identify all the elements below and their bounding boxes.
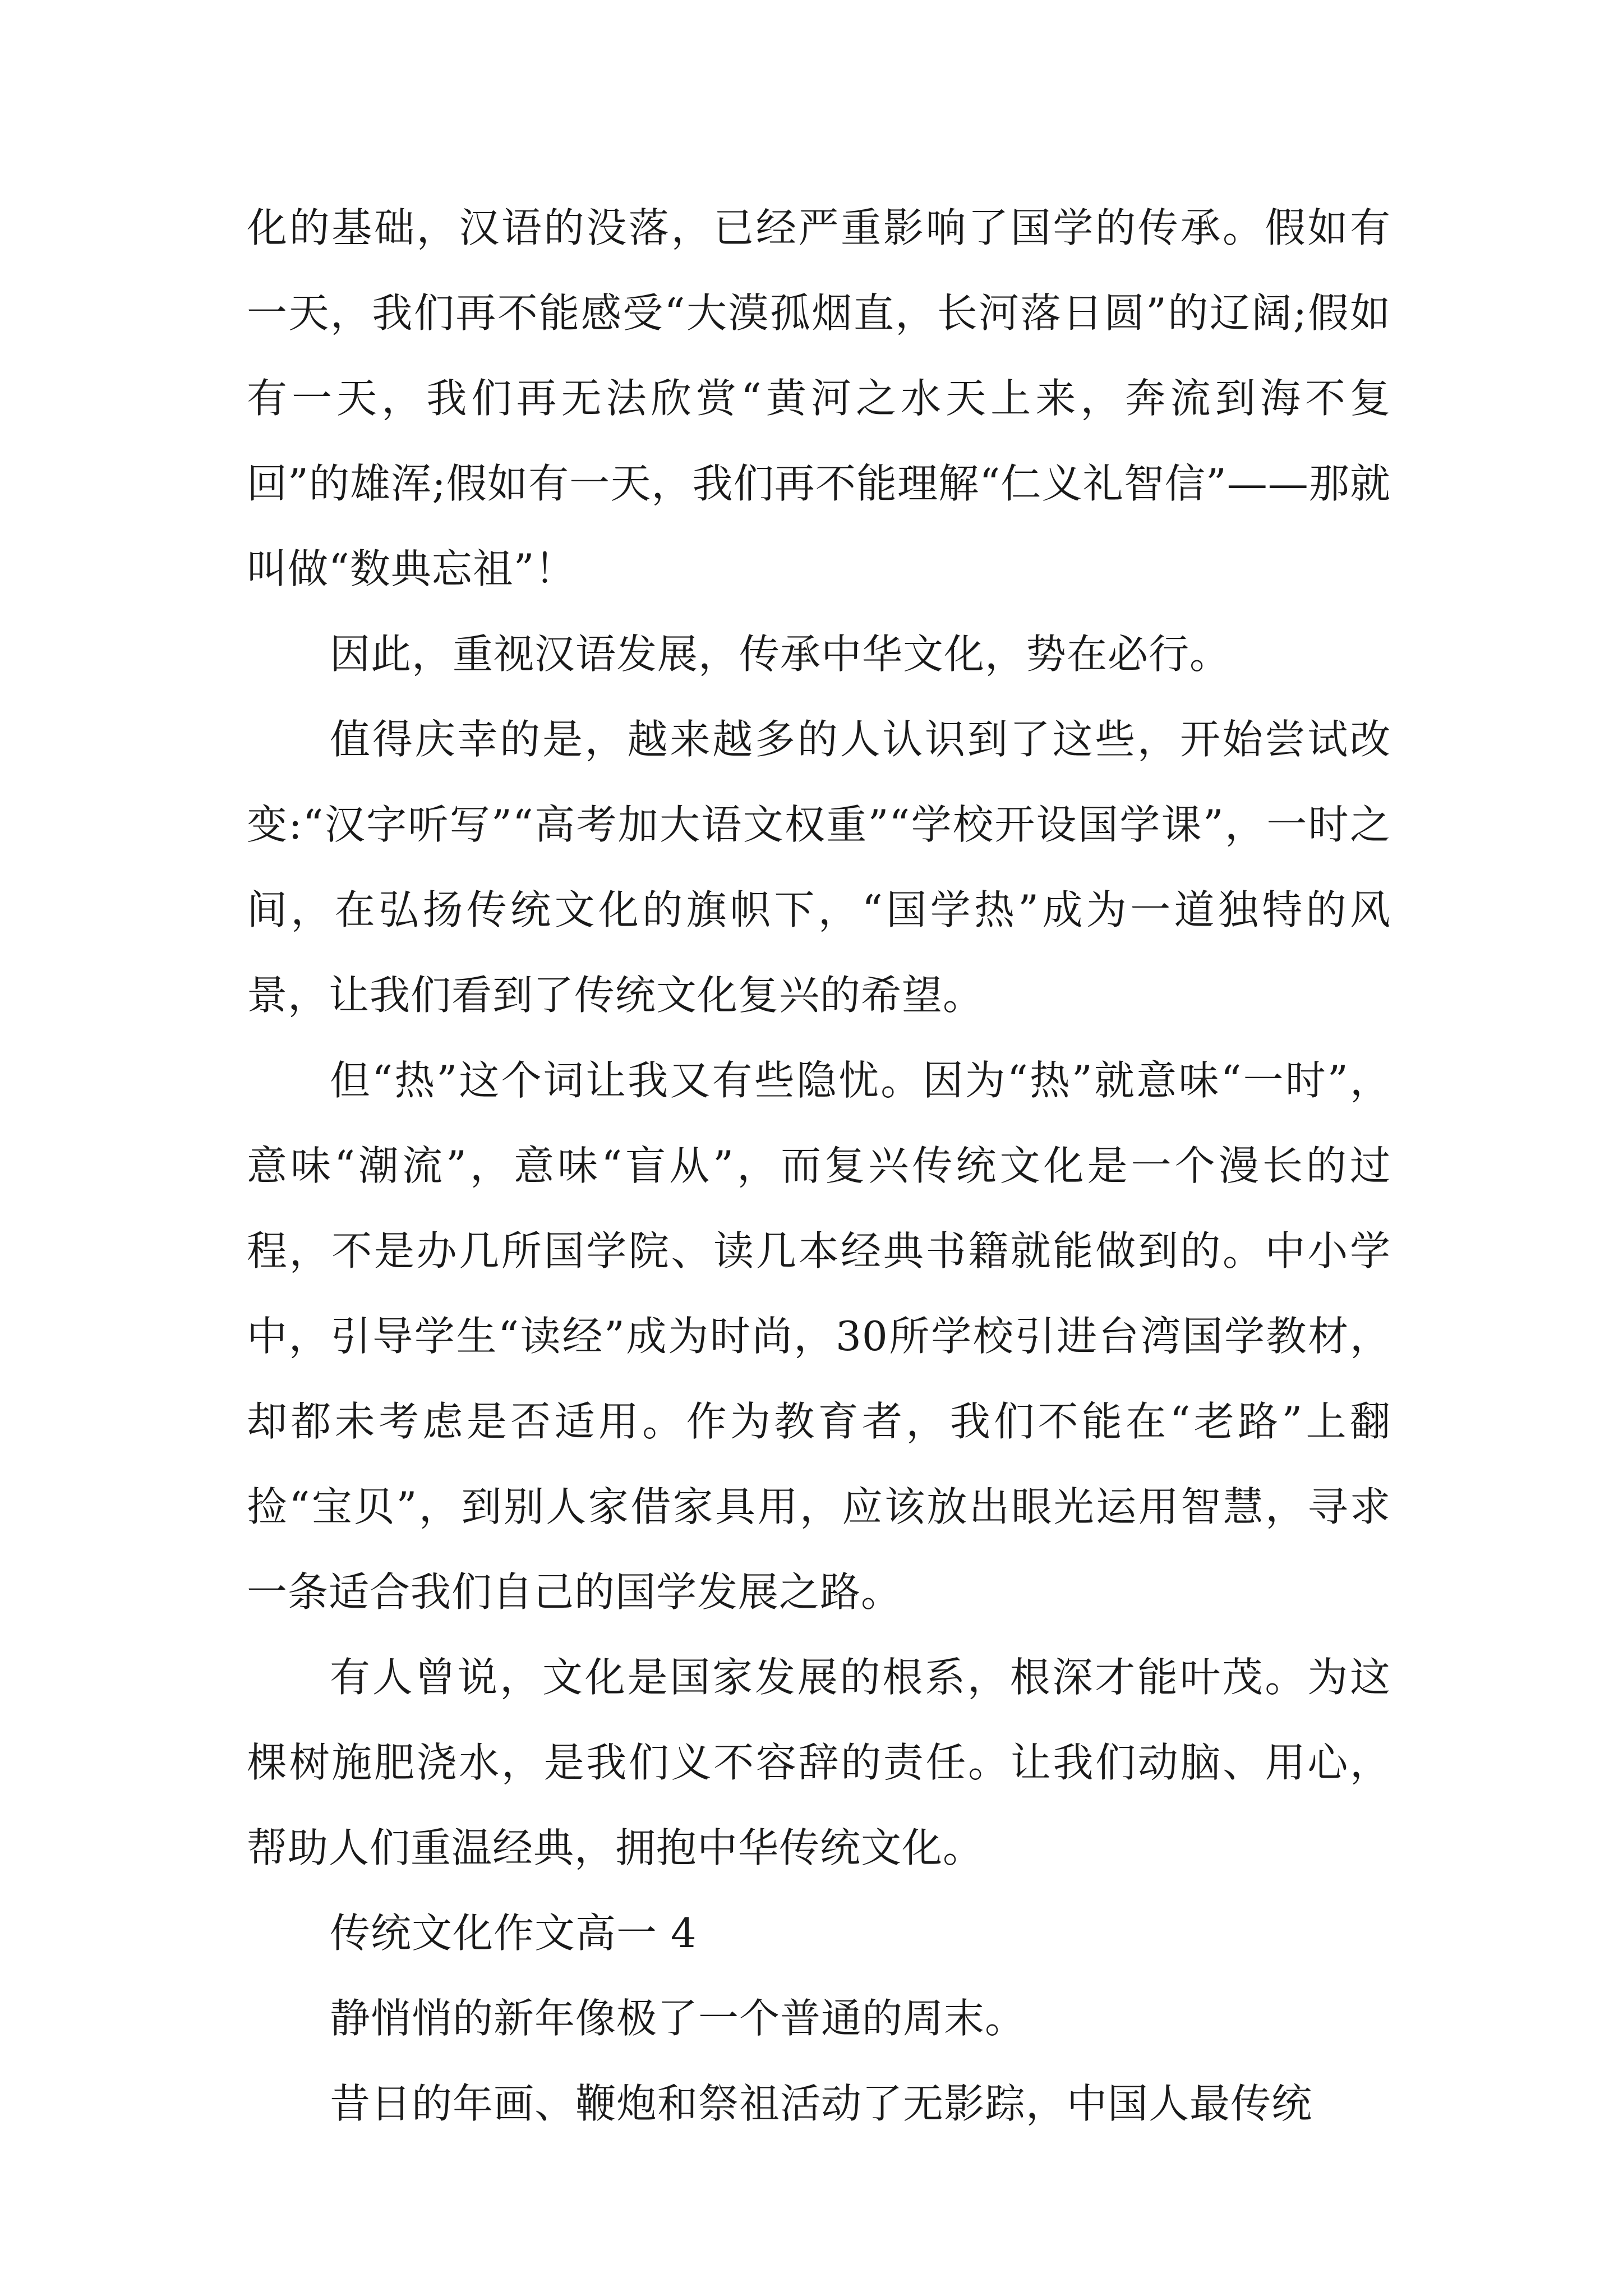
paragraph-6: 静悄悄的新年像极了一个普通的周末。	[330, 1995, 1026, 2042]
paragraph-1: 化的基础，汉语的没落，已经严重影响了国学的传承。假如有一天，我们再不能感受“大漠孤烟直，长河落日圆”的辽阔;假如有一天，我们再无法欣赏“黄河之水天上来，奔流到海不复回”的雄浑;假如有一天，我们再不能理解“仁义礼智信”——那就叫做“数典忘祖”！	[247, 204, 1391, 592]
paragraph-4: 但“热”这个词让我又有些隐忧。因为“热”就意味“一时”，意味“潮流”，意味“盲从”，而复兴传统文化是一个漫长的过程，不是办几所国学院、读几本经典书籍就能做到的。中小学中，引导学生“读经”成为时尚，30所学校引进台湾国学教材，却都未考虑是否适用。作为教育者，我们不能在“老路”上翻捡“宝贝”，到别人家借家具用，应该放出眼光运用智慧，寻求一条适合我们自己的国学发展之路。	[247, 1057, 1391, 1616]
section-heading: 传统文化作文高一 4	[330, 1910, 697, 1957]
paragraph-3: 值得庆幸的是，越来越多的人认识到了这些，开始尝试改变:“汉字听写”“高考加大语文权重”“学校开设国学课”，一时之间，在弘扬传统文化的旗帜下，“国学热”成为一道独特的风景，让我们看到了传统文化复兴的希望。	[247, 716, 1391, 1019]
paragraph-5: 有人曾说，文化是国家发展的根系，根深才能叶茂。为这棵树施肥浇水，是我们义不容辞的责任。让我们动脑、用心，帮助人们重温经典，拥抱中华传统文化。	[247, 1654, 1391, 1871]
document-body	[247, 185, 1391, 2146]
paragraph-2: 因此，重视汉语发展，传承中华文化，势在必行。	[330, 631, 1231, 678]
paragraph-7: 昔日的年画、鞭炮和祭祖活动了无影踪，中国人最传统	[330, 2080, 1313, 2127]
